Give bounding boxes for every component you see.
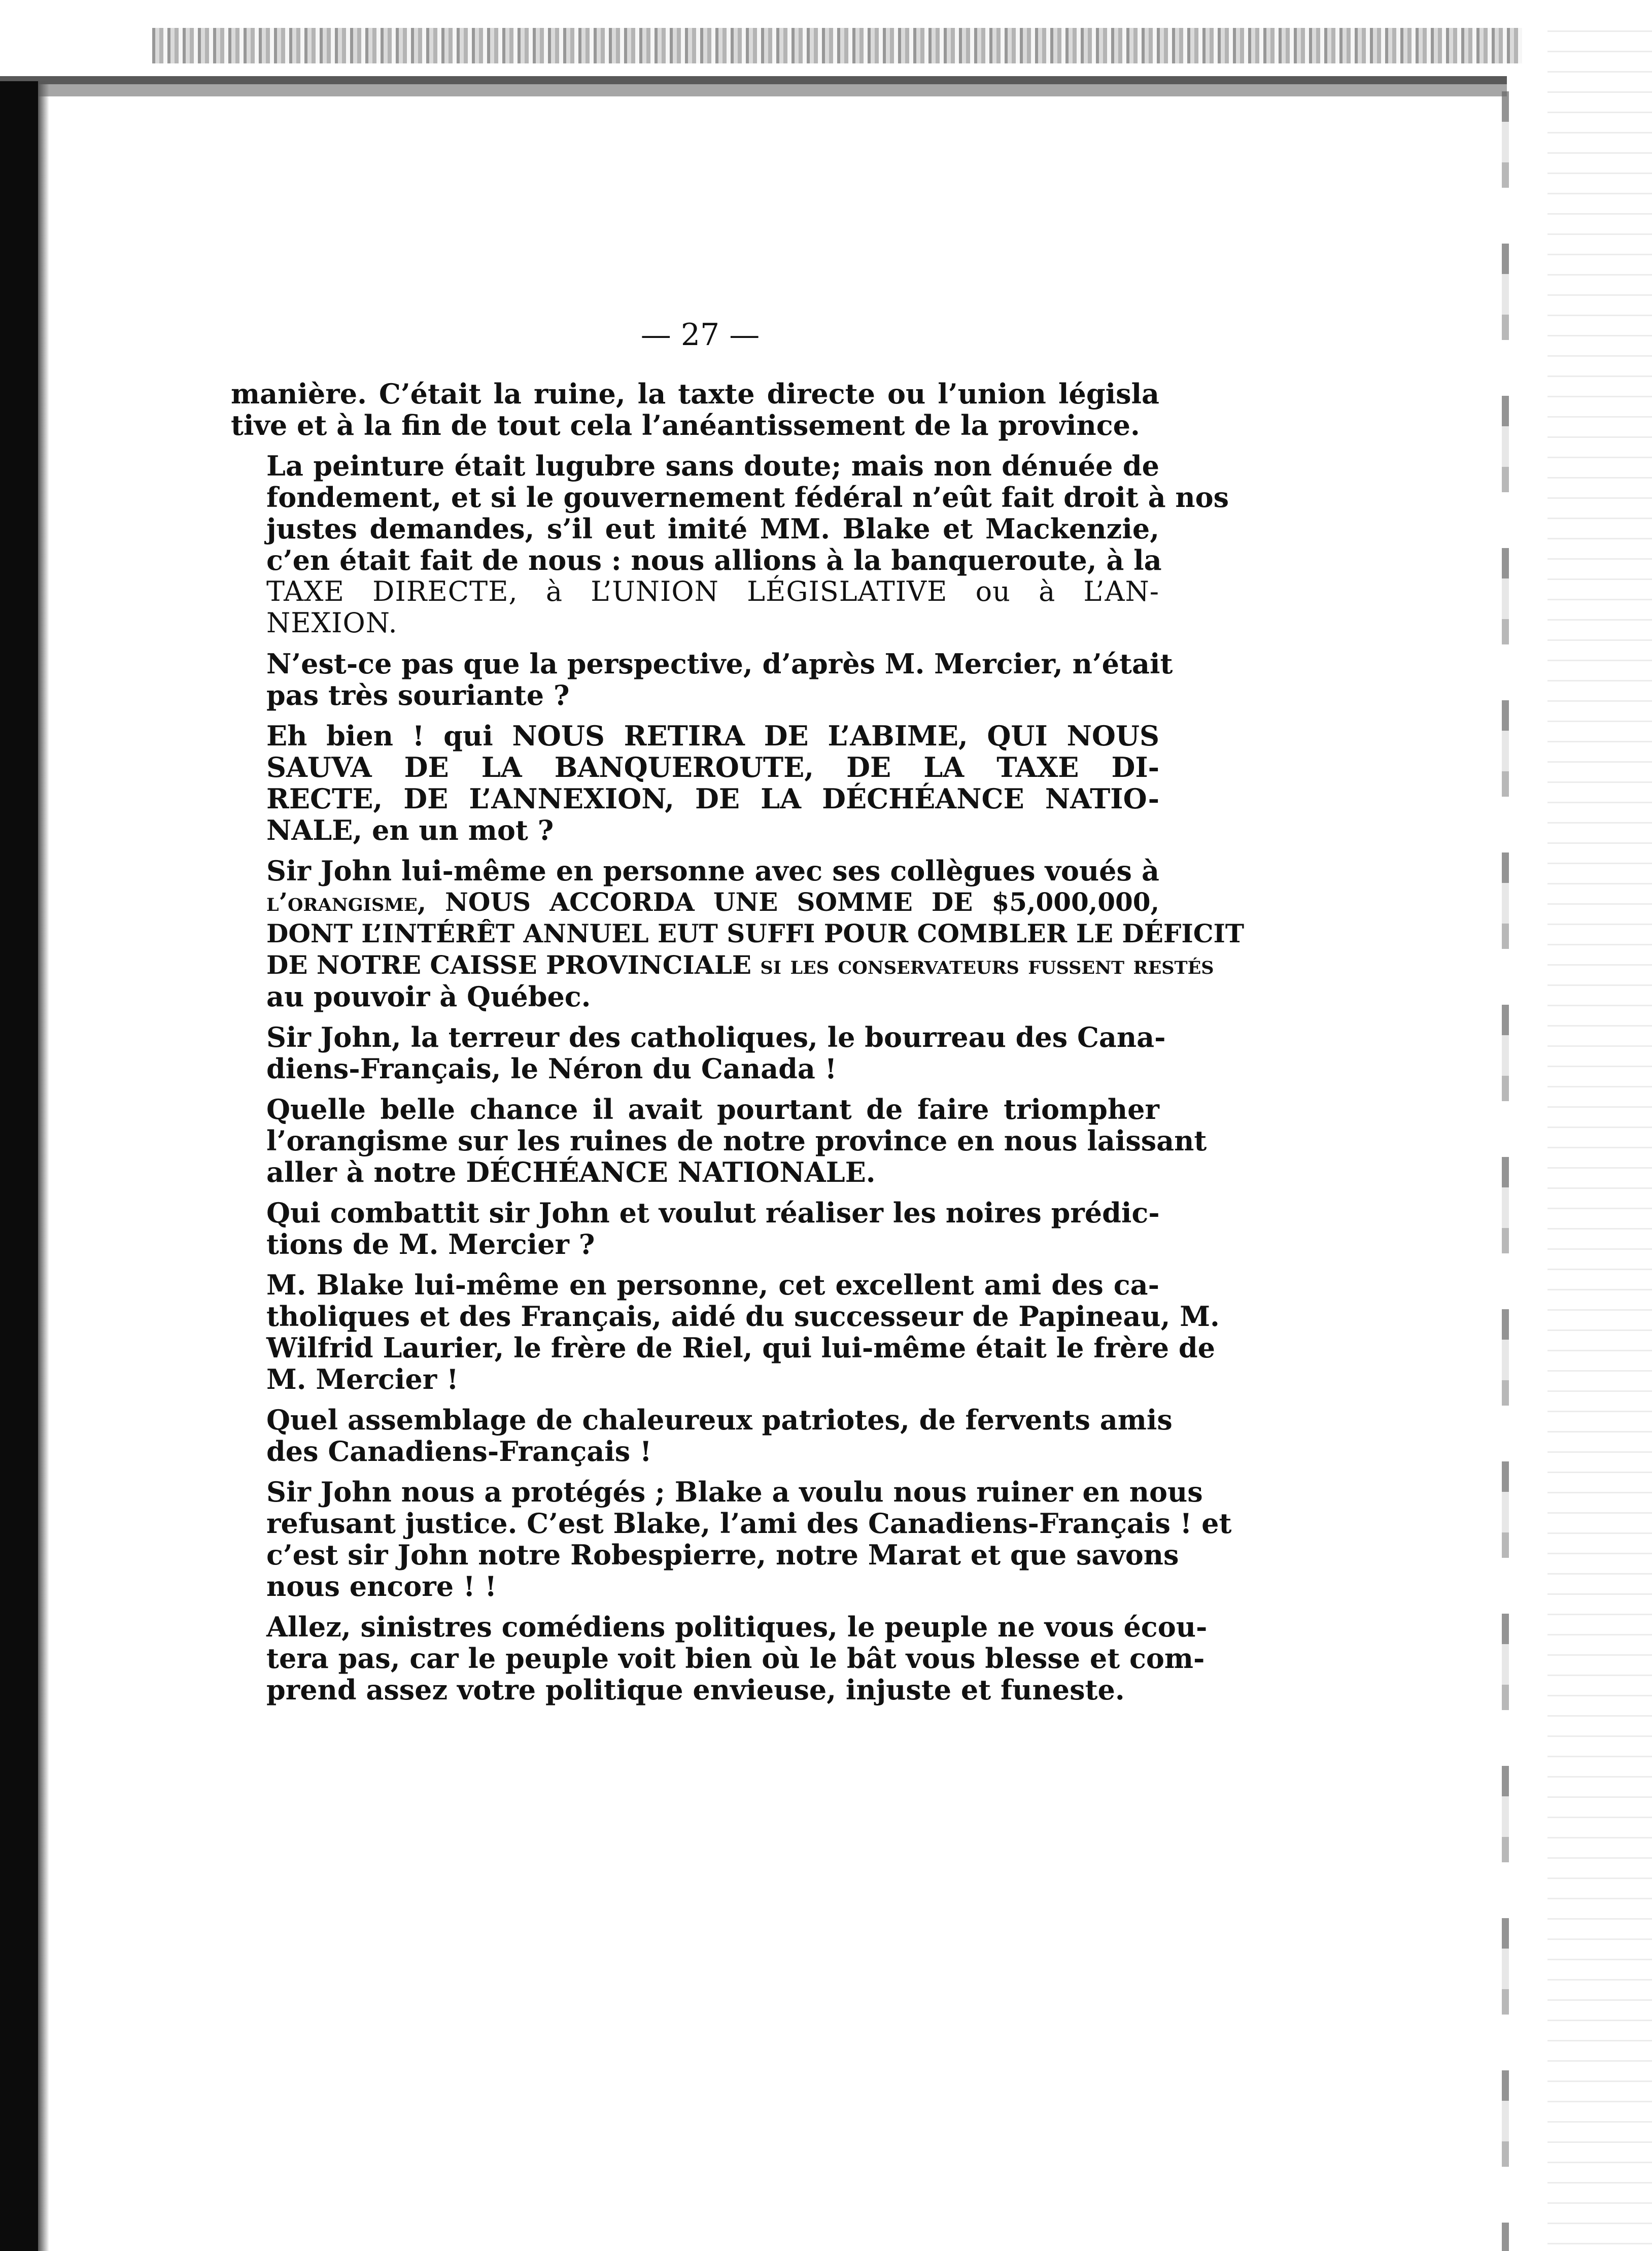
paragraph-1 — [231, 378, 1159, 441]
paragraph-10 — [231, 1404, 1173, 1468]
paragraph-3 — [231, 647, 1173, 711]
text-line: refusant justice. C’est Blake, l’ami des Canadiens-Français ! et — [266, 1507, 1232, 1540]
text-line: Quelle belle chance il avait pourtant de faire triompher — [266, 1093, 1159, 1126]
text-line: tive et à la fin de tout cela l’anéantissement de la province. — [231, 409, 1140, 441]
text-line: l’orangisme sur les ruines de notre province en nous laissant — [266, 1124, 1207, 1157]
paragraph-9 — [231, 1269, 1220, 1395]
text-line: manière. C’était la ruine, la taxte directe ou l’union législa — [231, 378, 1159, 410]
text-line: NEXION. — [266, 607, 398, 639]
paragraph-7 — [231, 1093, 1207, 1188]
text-line: Eh bien ! qui NOUS RETIRA DE L’ABIME, QUI NOUS — [266, 720, 1159, 752]
text-line: justes demandes, s’il eut imité MM. Blake et Mackenzie, — [266, 513, 1159, 545]
text-line: M. Blake lui-même en personne, cet excellent ami des ca- — [266, 1269, 1159, 1301]
paragraph-8 — [231, 1197, 1159, 1260]
text-line: tera pas, car le peuple voit bien où le bât vous blesse et com- — [266, 1642, 1205, 1675]
text-line: TAXE DIRECTE, à L’UNION LÉGISLATIVE ou à L’AN- — [266, 575, 1159, 607]
text-line: DE NOTRE CAISSE PROVINCIALE si les conservateurs fussent restés — [266, 950, 1214, 980]
paragraph-5 — [231, 855, 1245, 1013]
scan-top-edge — [152, 28, 1522, 63]
text-line: RECTE, DE L’ANNEXION, DE LA DÉCHÉANCE NATIO- — [266, 782, 1159, 815]
scan-right-edge — [1502, 91, 1509, 2251]
text-line: aller à notre DÉCHÉANCE NATIONALE. — [266, 1156, 876, 1188]
text-line: Sir John nous a protégés ; Blake a voulu nous ruiner en nous — [266, 1476, 1203, 1508]
paragraph-2 — [231, 450, 1229, 639]
text-line: prend assez votre politique envieuse, injuste et funeste. — [266, 1674, 1125, 1706]
text-line: c’est sir John notre Robespierre, notre Marat et que savons — [266, 1539, 1179, 1571]
paragraph-12 — [231, 1611, 1208, 1706]
text-line: SAUVA DE LA BANQUEROUTE, DE LA TAXE DI- — [266, 751, 1159, 783]
text-line: tions de M. Mercier ? — [266, 1228, 595, 1260]
text-line: nous encore ! ! — [266, 1570, 497, 1602]
text-line: des Canadiens-Français ! — [266, 1435, 652, 1468]
scan-right-noise — [1547, 30, 1652, 2251]
text-line: Sir John, la terreur des catholiques, le bourreau des Cana- — [266, 1021, 1166, 1053]
text-line: M. Mercier ! — [266, 1363, 459, 1395]
text-line: La peinture était lugubre sans doute; mais non dénuée de — [266, 450, 1159, 482]
page-number: — 27 — — [640, 317, 760, 353]
paragraph-11 — [231, 1476, 1232, 1602]
text-line: Sir John lui-même en personne avec ses collègues voués à — [266, 855, 1159, 887]
text-line: Wilfrid Laurier, le frère de Riel, qui lui-même était le frère de — [266, 1332, 1216, 1364]
scan-left-border — [0, 81, 38, 2251]
text-line: pas très souriante ? — [266, 679, 570, 711]
page-body — [231, 378, 1245, 1715]
text-line: NALE, en un mot ? — [266, 814, 554, 846]
text-line: Allez, sinistres comédiens politiques, le peuple ne vous écou- — [266, 1611, 1208, 1643]
text-line: c’en était fait de nous : nous allions à la banqueroute, à la — [266, 544, 1162, 576]
paragraph-4 — [231, 720, 1159, 846]
text-line: DONT L’INTÉRÊT ANNUEL EUT SUFFI POUR COMBLER LE DÉFICIT — [266, 918, 1245, 948]
paragraph-6 — [231, 1021, 1166, 1085]
text-line: Quel assemblage de chaleureux patriotes, de fervents amis — [266, 1404, 1173, 1436]
text-line: tholiques et des Français, aidé du successeur de Papineau, M. — [266, 1300, 1220, 1333]
scan-top-border — [0, 76, 1507, 96]
text-line: N’est-ce pas que la perspective, d’après M. Mercier, n’était — [266, 647, 1173, 680]
text-line: fondement, et si le gouvernement fédéral n’eût fait droit à nos — [266, 481, 1229, 514]
text-line: au pouvoir à Québec. — [266, 980, 591, 1013]
text-line: diens-Français, le Néron du Canada ! — [266, 1052, 837, 1085]
text-line: Qui combattit sir John et voulut réaliser les noires prédic- — [266, 1197, 1160, 1229]
scan-left-shadow — [38, 81, 49, 2251]
text-line: l’orangisme, NOUS ACCORDA UNE SOMME DE $5,000,000, — [266, 887, 1159, 917]
